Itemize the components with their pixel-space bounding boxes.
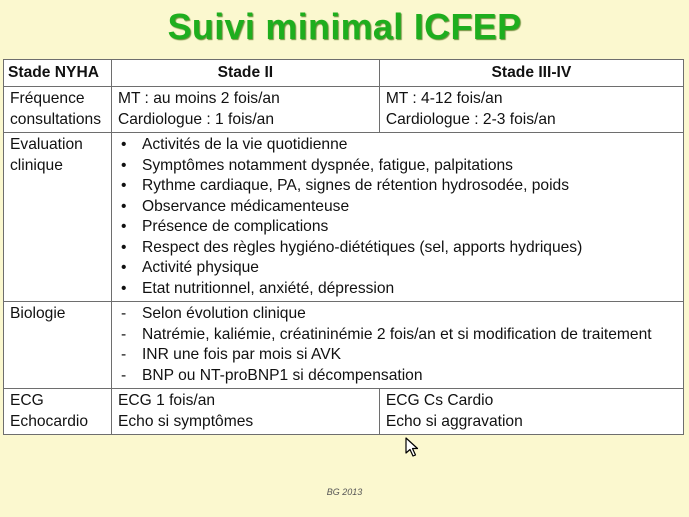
label-biologie: Biologie [4,302,112,389]
bullet-marker: • [120,259,127,276]
label-frequence: Fréquence consultations [4,87,112,133]
dash-marker: - [120,346,127,363]
row-evaluation [4,133,684,302]
dash-marker: - [120,325,127,343]
list-item: • Activité physique [118,258,677,279]
header-stade-nyha: Stade NYHA [4,60,112,87]
header-stade-3-4: Stade III-IV [379,60,683,87]
list-item: • Rythme cardiaque, PA, signes de rétention hydrosodée, poids [118,176,677,197]
label-evaluation: Evaluation clinique [4,133,112,302]
biologie-list [118,304,677,386]
row-frequence [4,87,684,133]
slide-title: Suivi minimal ICFEP [167,6,522,47]
biologie-list-cell [111,302,683,389]
row-biologie [4,302,684,389]
evaluation-list-cell [111,133,683,302]
list-item: • Respect des règles hygiéno-diététiques (sel, apports hydriques) [118,238,677,259]
footer-credit: BG 2013 [326,487,363,497]
row-ecg [4,389,684,435]
bullet-marker: • [120,136,127,153]
list-item: - Selon évolution clinique [118,304,677,325]
ecg-stade-2: ECG 1 fois/an Echo si symptômes [111,389,379,435]
bullet-marker: • [120,279,127,297]
list-item: - BNP ou NT-proBNP1 si décompensation [118,366,677,387]
label-ecg: ECG Echocardio [4,389,112,435]
list-item: • Présence de complications [118,217,677,238]
frequence-stade-3-4: MT : 4-12 fois/an Cardiologue : 2-3 fois/an [379,87,683,133]
bullet-marker: • [120,218,127,235]
bullet-marker: • [120,177,127,194]
evaluation-list [118,135,677,299]
ecg-stade-3-4: ECG Cs Cardio Echo si aggravation [379,389,683,435]
bullet-marker: • [120,197,127,215]
list-item: • Symptômes notamment dyspnée, fatigue, palpitations [118,156,677,177]
follow-up-table [3,59,684,435]
bullet-marker: • [120,156,127,174]
list-item: - INR une fois par mois si AVK [118,345,677,366]
header-row [4,60,684,87]
list-item: - Natrémie, kaliémie, créatininémie 2 fois/an et si modification de traitement [118,325,677,346]
list-item: • Activités de la vie quotidienne [118,135,677,156]
bullet-marker: • [120,238,127,256]
dash-marker: - [120,305,127,322]
header-stade-2: Stade II [111,60,379,87]
frequence-stade-2: MT : au moins 2 fois/an Cardiologue : 1 fois/an [111,87,379,133]
mouse-cursor-icon [405,437,419,457]
list-item: • Observance médicamenteuse [118,197,677,218]
dash-marker: - [120,366,127,384]
list-item: • Etat nutritionnel, anxiété, dépression [118,279,677,300]
